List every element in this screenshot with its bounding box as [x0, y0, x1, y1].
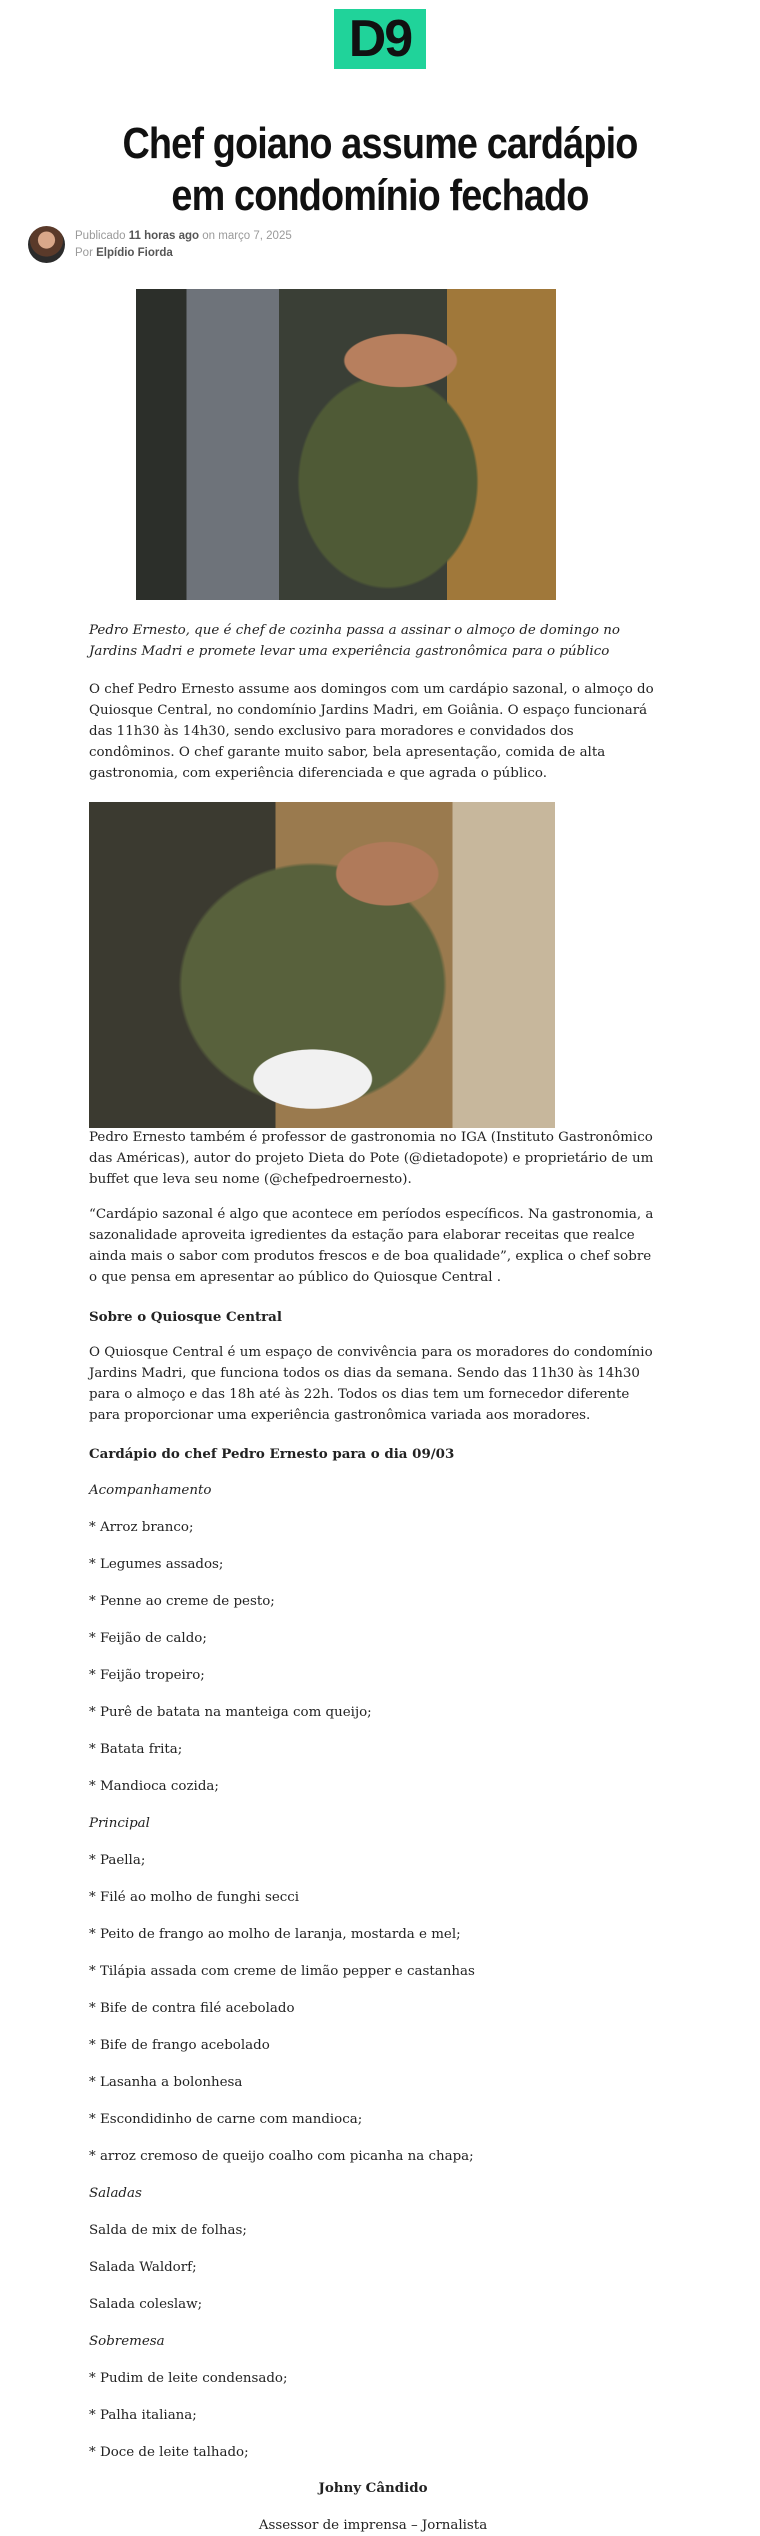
site-logo[interactable]: D9	[334, 9, 426, 69]
published-prefix: Publicado	[75, 229, 126, 242]
signature-role: Assessor de imprensa – Jornalista	[258, 2518, 488, 2533]
published-date: março 7, 2025	[218, 229, 292, 242]
published-relative: 11 horas ago	[128, 229, 200, 242]
author-avatar[interactable]	[28, 226, 65, 263]
menu-item: * Lasanha a bolonhesa	[89, 2075, 243, 2090]
menu-item: * Batata frita;	[89, 1742, 183, 1757]
author-link[interactable]: Elpídio Fiorda	[96, 246, 173, 259]
paragraph-intro: O chef Pedro Ernesto assume aos domingos com um cardápio sazonal, o almoço do Quiosque Central, no condomínio Jardins Madri, em Goiânia. O espaço funcionará das 11h30 às 14h30, sendo exclusivo para moradores e convidados dos condôminos. O chef garante muito sabor, bela apresentação, comida de alta gastronomia, com experiência diferenciada e que agrada o público.	[89, 682, 654, 781]
menu-item: * Tilápia assada com creme de limão pepper e castanhas	[89, 1964, 475, 1979]
menu-item: * Mandioca cozida;	[89, 1779, 219, 1794]
menu-section-sobremesa: Sobremesa	[89, 2334, 165, 2349]
menu-item: * Bife de frango acebolado	[89, 2038, 270, 2053]
paragraph-chef-bio: Pedro Ernesto também é professor de gastronomia no IGA (Instituto Gastronômico das Américas), autor do projeto Dieta do Pote (@dietadopote) e proprietário de um buffet que leva seu nome (@chefpedroernesto).	[89, 1130, 654, 1187]
menu-item: * Doce de leite talhado;	[89, 2445, 249, 2460]
paragraph-quote: “Cardápio sazonal é algo que acontece em períodos específicos. Na gastronomia, a sazonalidade aproveita igredientes da estação para elaborar receitas que realce ainda mais o sabor com produtos frescos e de boa qualidade”, explica o chef sobre o que pensa em apresentar ao público do Quiosque Central .	[89, 1207, 654, 1285]
menu-item: Salda de mix de folhas;	[89, 2223, 247, 2238]
menu-item: * Legumes assados;	[89, 1557, 224, 1572]
menu-item: * Filé ao molho de funghi secci	[89, 1890, 300, 1905]
header	[0, 9, 760, 69]
menu-item: * Paella;	[89, 1853, 146, 1868]
heading-sobre: Sobre o Quiosque Central	[89, 1309, 282, 1325]
heading-cardapio: Cardápio do chef Pedro Ernesto para o dia 09/03	[89, 1446, 455, 1462]
article-image-chef-seasoning	[89, 802, 555, 1128]
menu-item: * Purê de batata na manteiga com queijo;	[89, 1705, 372, 1720]
signature-name: Johny Cândido	[318, 2480, 428, 2496]
byline	[28, 226, 292, 263]
menu-item: * Peito de frango ao molho de laranja, mostarda e mel;	[89, 1927, 461, 1942]
published-on: on	[202, 229, 216, 242]
article-title: Chef goiano assume cardápio em condomínio fechado	[122, 119, 638, 220]
menu-section-saladas: Saladas	[89, 2186, 142, 2201]
article-meta	[75, 228, 292, 262]
menu-item: * Feijão de caldo;	[89, 1631, 207, 1646]
image-caption: Pedro Ernesto, que é chef de cozinha passa a assinar o almoço de domingo no Jardins Madri e promete levar uma experiência gastronômica para o público	[89, 623, 620, 659]
menu-section-principal: Principal	[89, 1816, 150, 1831]
article-image-chef-cutting	[136, 289, 556, 600]
menu-item: Salada coleslaw;	[89, 2297, 203, 2312]
menu-item: * Penne ao creme de pesto;	[89, 1594, 275, 1609]
paragraph-quiosque: O Quiosque Central é um espaço de convivência para os moradores do condomínio Jardins Madri, que funciona todos os dias da semana. Sendo das 11h30 às 14h30 para o almoço e das 18h até às 22h. Todos os dias tem um fornecedor diferente para proporcionar uma experiência gastronômica variada aos moradores.	[89, 1345, 653, 1423]
menu-item: * Palha italiana;	[89, 2408, 197, 2423]
menu-item: * Escondidinho de carne com mandioca;	[89, 2112, 363, 2127]
menu-item: Salada Waldorf;	[89, 2260, 197, 2275]
menu-item: * Pudim de leite condensado;	[89, 2371, 288, 2386]
author-prefix: Por	[75, 246, 93, 259]
menu-item: * Arroz branco;	[89, 1520, 194, 1535]
menu-section-acompanhamento: Acompanhamento	[89, 1483, 212, 1498]
menu-item: * Bife de contra filé acebolado	[89, 2001, 295, 2016]
menu-item: * arroz cremoso de queijo coalho com picanha na chapa;	[89, 2149, 474, 2164]
menu-item: * Feijão tropeiro;	[89, 1668, 205, 1683]
